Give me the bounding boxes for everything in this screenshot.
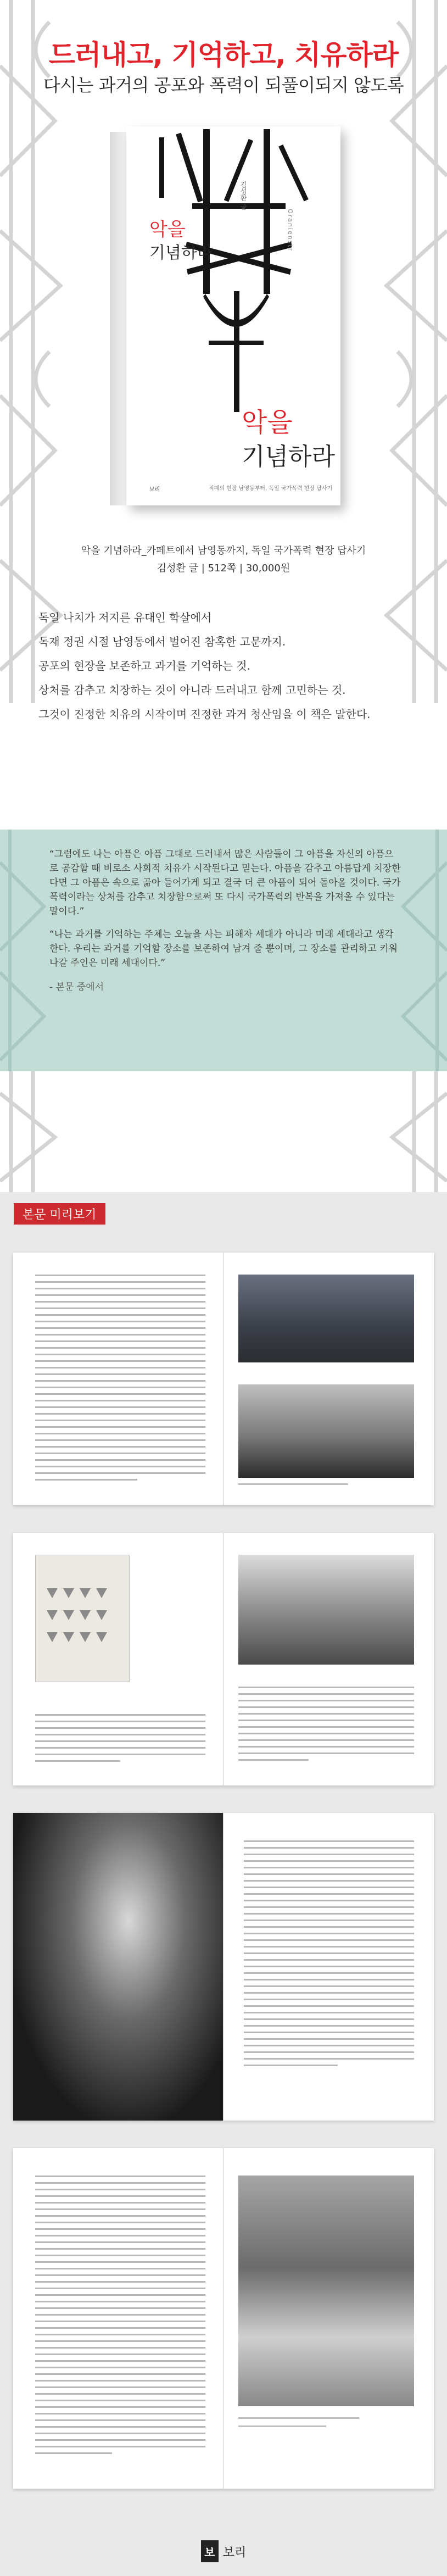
photo-caption-line — [238, 1483, 348, 1485]
spread-text-left — [35, 2176, 205, 2459]
hero-title: 드러내고, 기억하고, 치유하라 — [48, 39, 399, 71]
intro-text — [38, 610, 412, 731]
logo-text: 보리 — [222, 2545, 247, 2560]
quote-paragraph-2: “나는 과거를 기억하는 주체는 오늘을 사는 피해자 세대가 아니라 미래 세대라고 생각한다. 우리는 과거를 기억할 장소를 보존하여 남겨 줄 뿐이며, 그 장소를 관리하고 키워 나갈 주인은 미래 세대이다.” — [49, 929, 398, 969]
preview-spread-2 — [13, 1533, 434, 1785]
footer — [0, 2527, 447, 2576]
intro-line: 공포의 현장을 보존하고 과거를 기억하는 것. — [38, 659, 250, 672]
quote-source: - 본문 중에서 — [49, 982, 104, 993]
triangle-badge-chart — [36, 1555, 129, 1682]
cover-vertical-text: Oranienstr — [287, 209, 294, 252]
preview-photo-2 — [238, 1384, 414, 1478]
preview-spread-4 — [13, 2148, 434, 2489]
quote-paragraph-1: “그럼에도 나는 아픔은 아픔 그대로 드러내서 많은 사람들이 그 아픔을 자신의 아픔으로 공감할 때 비로소 사회적 치유가 시작된다고 믿는다. 아픔을 감추고 아름답게 치장한다면 그 아픔은 속으로 곪아 들어가게 되고 결국 더 큰 아픔이 되어 돌아올 것이다. 국가폭력이라는 상처를 감추고 치장함으로써 또 다시 국가폭력의 반복을 가져올 수 있다는 말이다.” — [49, 849, 401, 917]
spread-text-right — [238, 1687, 414, 1766]
preview-photo-1 — [238, 1275, 414, 1362]
intro-line: 독재 정권 시절 남영동에서 벌어진 참혹한 고문까지. — [38, 635, 286, 648]
cover-author: 김성환 글 — [239, 181, 247, 210]
quote-panel — [0, 830, 447, 1071]
hero-subtitle: 다시는 과거의 공포와 폭력이 되풀이되지 않도록 — [43, 75, 404, 96]
cover-title-large-2: 기념하라 — [242, 443, 336, 471]
book-spine — [110, 132, 126, 505]
hero-section — [0, 0, 447, 721]
book-info-meta: 김성환 글 | 512쪽 | 30,000원 — [157, 563, 290, 574]
preview-spread-3 — [13, 1813, 434, 2121]
preview-label: 본문 미리보기 — [14, 1203, 105, 1225]
cover-title-large-1: 악을 — [242, 407, 293, 438]
preview-photo-3 — [35, 1555, 130, 1682]
photo-caption-line — [238, 2417, 359, 2419]
ornament-band — [0, 1071, 447, 1192]
preview-photo-6 — [238, 2176, 414, 2406]
spread-text-left — [35, 1714, 205, 1767]
spread-text-left — [35, 1275, 205, 1485]
spread-gutter — [223, 2148, 224, 2489]
ornament-right — [381, 0, 447, 703]
preview-photo-5 — [13, 1813, 223, 2121]
book-info-title: 악을 기념하라_카페트에서 남영동까지, 독일 국가폭력 현장 답사기 — [81, 545, 366, 557]
logo-mark: 보 — [201, 2540, 219, 2562]
preview-spread-1 — [13, 1253, 434, 1505]
spread-gutter — [223, 1253, 224, 1505]
book-cover — [110, 126, 340, 505]
cover-title-small-2: 기념하라 — [149, 243, 213, 263]
book-front-cover — [126, 126, 340, 505]
intro-line: 그것이 진정한 치유의 시작이며 진정한 과거 청산임을 이 책은 말한다. — [38, 708, 371, 721]
intro-line: 독일 나치가 저지른 유대인 학살에서 — [38, 611, 212, 624]
intro-line: 상처를 감추고 치장하는 것이 아니라 드러내고 함께 고민하는 것. — [38, 683, 346, 697]
cover-publisher: 보리 — [149, 487, 160, 493]
cover-tagline: 적폐의 현장 남영동부터, 독일 국가폭력 현장 답사기 — [209, 486, 333, 492]
cover-title-small-1: 악을 — [149, 219, 186, 241]
spread-gutter — [223, 1533, 224, 1785]
ornament-left — [0, 0, 66, 703]
preview-photo-4 — [238, 1555, 414, 1665]
publisher-logo — [196, 2538, 251, 2565]
ornament-band-graphic — [0, 1071, 447, 1192]
spread-gutter — [223, 1813, 224, 2121]
photo-caption-line — [238, 2425, 326, 2427]
spread-text-right — [244, 1840, 414, 2071]
preview-section — [0, 1192, 447, 2576]
quote-text — [49, 847, 401, 993]
